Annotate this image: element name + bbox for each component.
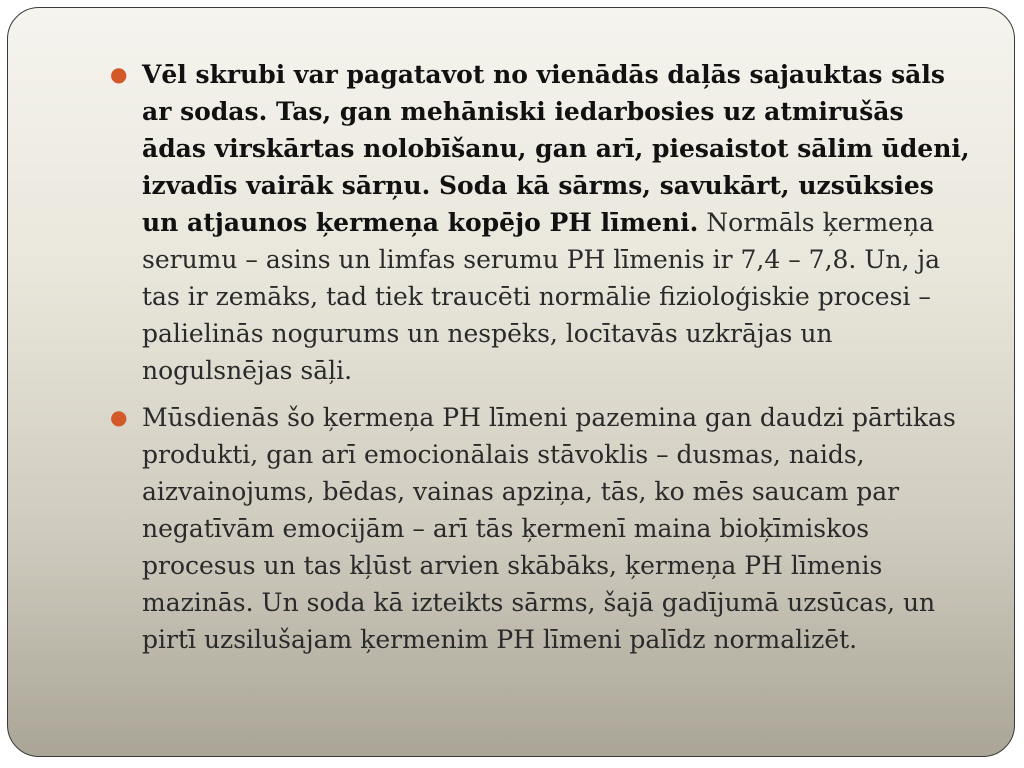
bullet-paragraph-2 bbox=[110, 399, 970, 658]
bullet-dot-icon: ● bbox=[110, 405, 128, 429]
paragraph-1-bold-text: Vēl skrubi var pagatavot no vienādās daļās sajauktas sāls ar sodas. Tas, gan mehāniski iedarbosies uz atmirušās ādas virskārtas nolobīšanu, gan arī, piesaistot sālim ūdeni, izvadīs vairāk sārņu. Soda kā sārms, savukārt, uzsūksies un atjaunos ķermeņa kopējo PH līmeni. bbox=[142, 60, 970, 237]
slide-body bbox=[110, 56, 970, 668]
paragraph-1-normal-text: Normāls ķermeņa serumu – asins un limfas serumu PH līmenis ir 7,4 – 7,8. Un, ja tas ir zemāks, tad tiek traucēti normālie fizioloģiskie procesi – palielinās nogurums un nespēks, locītavās uzkrājas un nogulsnējas sāļi. bbox=[142, 208, 941, 385]
bullet-paragraph-1 bbox=[110, 56, 970, 389]
paragraph-2-normal-text: Mūsdienās šo ķermeņa PH līmeni pazemina gan daudzi pārtikas produkti, gan arī emocionālais stāvoklis – dusmas, naids, aizvainojums, bēdas, vainas apziņa, tās, ko mēs saucam par negatīvām emocijām – arī tās ķermenī maina bioķīmiskos procesus un tas kļūst arvien skābāks, ķermeņa PH līmenis mazinās. Un soda kā izteikts sārms, šajā gadījumā uzsūcas, un pirtī uzsilušajam ķermenim PH līmeni palīdz normalizēt. bbox=[142, 403, 956, 654]
slide bbox=[7, 7, 1015, 757]
bullet-dot-icon: ● bbox=[110, 62, 128, 86]
